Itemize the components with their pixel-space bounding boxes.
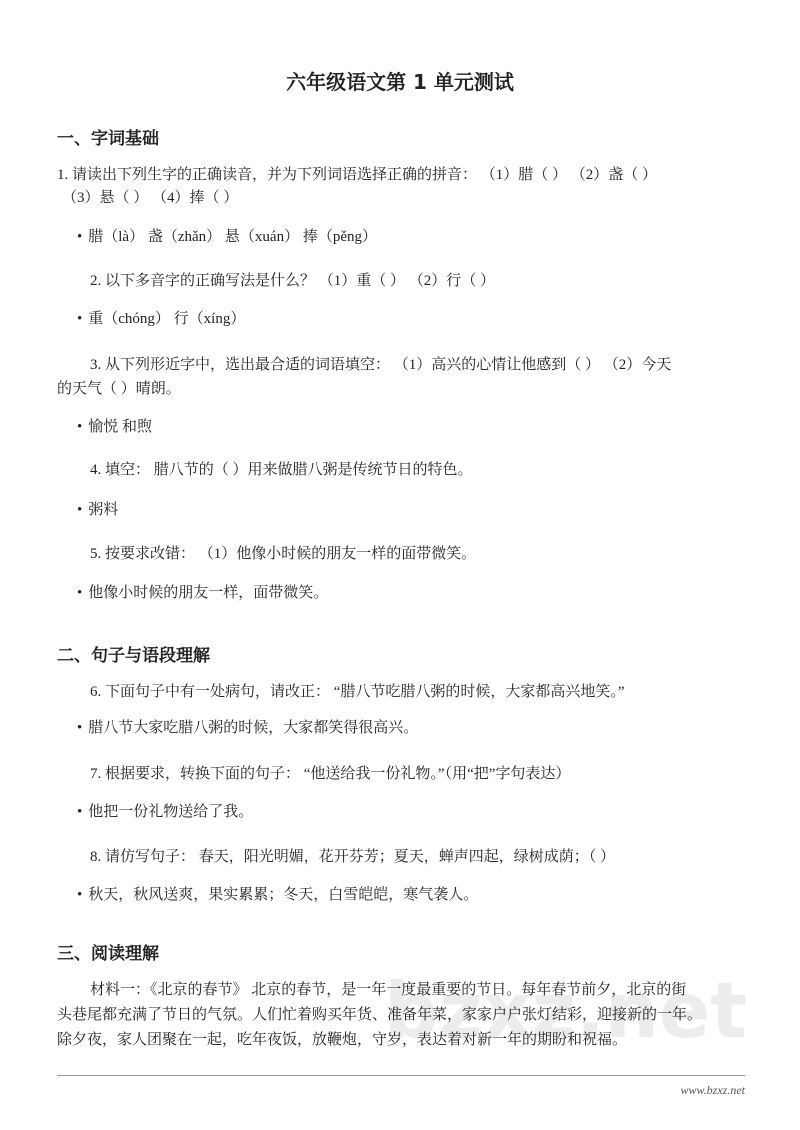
answer-7: • 他把一份礼物送给了我。 xyxy=(77,801,253,823)
question-3-line1: 3. 从下列形近字中，选出最合适的词语填空： （1）高兴的心情让他感到（ ） （2）今天 xyxy=(90,357,672,373)
reading-line-1: 材料一：《北京的春节》 北京的春节，是一年一度最重要的节日。每年春节前夕，北京的街 xyxy=(90,982,687,998)
question-2: 2. 以下多音字的正确写法是什么？ （1）重（ ） （2）行（ ） xyxy=(90,273,496,289)
answer-8: • 秋天，秋风送爽，果实累累；冬天，白雪皑皑，寒气袭人。 xyxy=(77,884,478,906)
page-title: 六年级语文第 1 单元测试 xyxy=(286,70,514,94)
question-5: 5. 按要求改错： （1）他像小时候的朋友一样的面带微笑。 xyxy=(90,546,477,562)
footer-divider xyxy=(57,1075,745,1076)
question-1-line2: （3）悬（ ） （4）捧（ ） xyxy=(62,190,239,206)
section-heading-2: 二、句子与语段理解 xyxy=(57,646,210,666)
question-3-line2: 的天气（ ）晴朗。 xyxy=(57,381,181,397)
question-7: 7. 根据要求，转换下面的句子： “他送给我一份礼物。”（用“把”字句表达） xyxy=(90,766,571,782)
answer-6: • 腊八节大家吃腊八粥的时候，大家都笑得很高兴。 xyxy=(77,717,418,739)
answer-3: • 愉悦 和煦 xyxy=(77,416,152,438)
section-heading-3: 三、阅读理解 xyxy=(57,944,159,964)
answer-2: • 重（chóng） 行（xíng） xyxy=(77,308,245,330)
question-4: 4. 填空： 腊八节的（ ）用来做腊八粥是传统节日的特色。 xyxy=(90,462,473,478)
reading-line-3: 除夕夜，家人团聚在一起，吃年夜饭，放鞭炮，守岁，表达着对新一年的期盼和祝福。 xyxy=(57,1032,628,1048)
question-1-line1: 1. 请读出下列生字的正确读音，并为下列词语选择正确的拼音： （1）腊（ ） （2）盏（ ） xyxy=(57,167,658,183)
reading-line-2: 头巷尾都充满了节日的气氛。人们忙着购买年货、准备年菜，家家户户张灯结彩，迎接新的一年。 xyxy=(57,1007,703,1023)
answer-5: • 他像小时候的朋友一样，面带微笑。 xyxy=(77,582,328,604)
question-6: 6. 下面句子中有一处病句，请改正： “腊八节吃腊八粥的时候，大家都高兴地笑。” xyxy=(90,684,625,700)
answer-4: • 粥料 xyxy=(77,499,118,521)
footer-url: www.bzxz.net xyxy=(680,1083,745,1097)
answer-1: • 腊（là） 盏（zhǎn） 悬（xuán） 捧（pěng） xyxy=(77,226,377,248)
section-heading-1: 一、字词基础 xyxy=(57,129,159,149)
question-8: 8. 请仿写句子： 春天，阳光明媚，花开芬芳；夏天，蝉声四起，绿树成荫；（ ） xyxy=(90,849,616,865)
